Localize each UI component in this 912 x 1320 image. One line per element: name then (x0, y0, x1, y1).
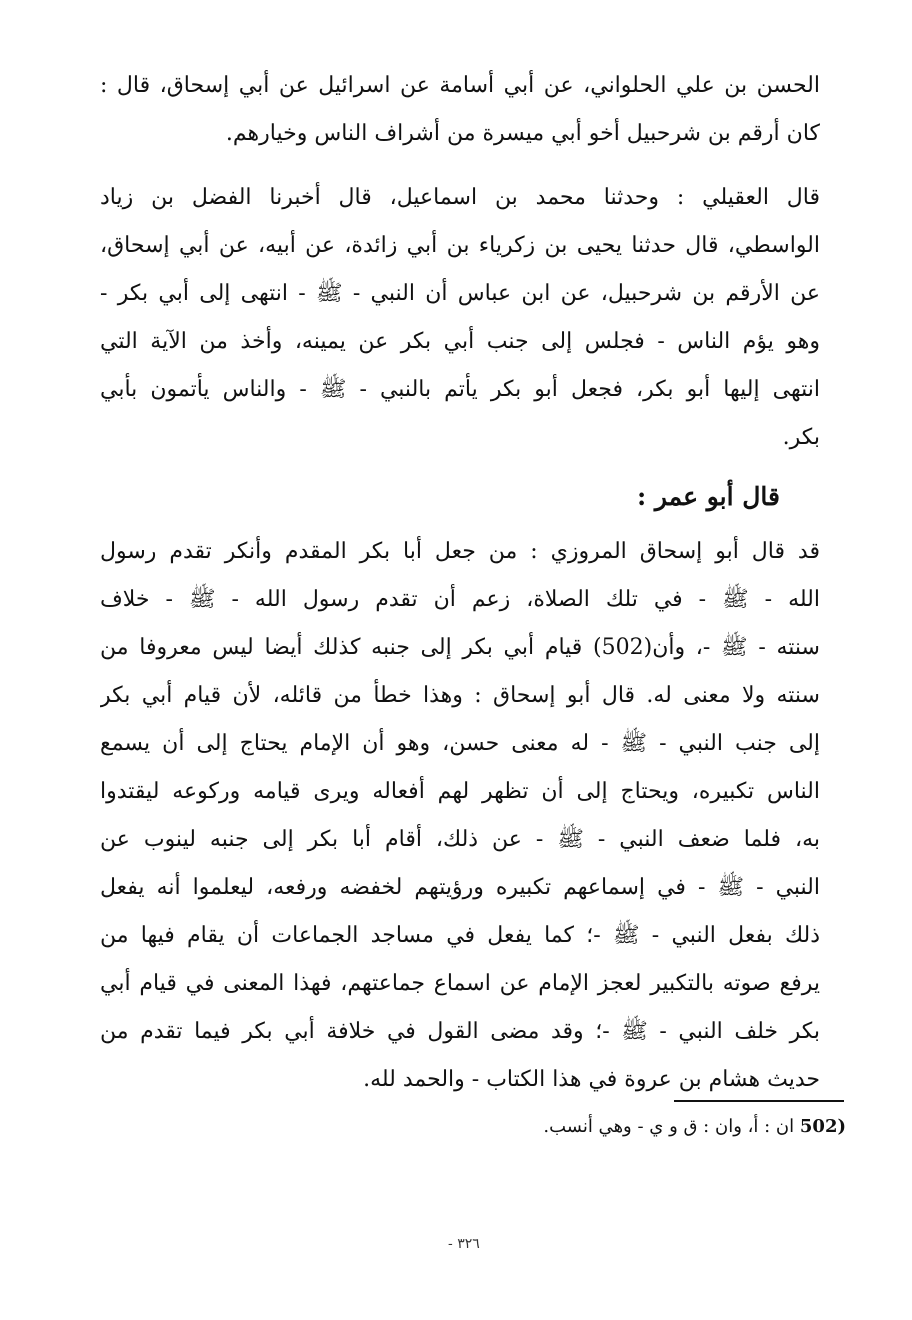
paragraph-3 (100, 528, 820, 1104)
text-line: الناس تكبيره، ويحتاج إلى أن تظهر لهم أفعاله ويرى قيامه وركوعه ليقتدوا (100, 779, 820, 804)
page-number: - ٣٢٦ (448, 1236, 480, 1252)
text-line: إلى جنب النبي - ﷺ - له معنى حسن، وهو أن الإمام يحتاج إلى أن يسمع (100, 731, 820, 756)
paragraph-2 (100, 174, 820, 462)
footnote (543, 1112, 846, 1142)
text-line: بكر خلف النبي - ﷺ -؛ وقد مضى القول في خلافة أبي بكر فيما تقدم من (100, 1019, 820, 1044)
text-line: عن الأرقم بن شرحبيل، عن ابن عباس أن النبي - ﷺ - انتهى إلى أبي بكر - (100, 281, 820, 306)
text-line: قال العقيلي : وحدثنا محمد بن اسماعيل، قال أخبرنا الفضل بن زياد (100, 185, 820, 210)
text-line: سنته ولا معنى له. قال أبو إسحاق : وهذا خطأ من قائله، لأن قيام أبي بكر (100, 683, 820, 708)
text-line: كان أرقم بن شرحبيل أخو أبي ميسرة من أشراف الناس وخيارهم. (225, 121, 820, 146)
text-line: حديث هشام بن عروة في هذا الكتاب - والحمد لله. (363, 1067, 820, 1092)
text-line: الواسطي، قال حدثنا يحيى بن زكرياء بن أبي زائدة، عن أبيه، عن أبي إسحاق، (100, 233, 820, 258)
footnote-divider (674, 1100, 844, 1102)
paragraph-1 (100, 62, 820, 158)
text-line: الله - ﷺ - في تلك الصلاة، زعم أن تقدم رسول الله - ﷺ - خلاف (100, 587, 820, 612)
text-line: النبي - ﷺ - في إسماعهم تكبيره ورؤيتهم لخفضه ورفعه، ليعلموا أنه يفعل (100, 875, 820, 900)
text-line: قد قال أبو إسحاق المروزي : من جعل أبا بكر المقدم وأنكر تقدم رسول (100, 539, 820, 564)
text-line: سنته - ﷺ -، وأن(502) قيام أبي بكر إلى جنبه كذلك أيضا ليس معروفا من (100, 635, 820, 660)
footnote-number: (502 (799, 1116, 846, 1137)
text-line: به، فلما ضعف النبي - ﷺ - عن ذلك، أقام أبا بكر إلى جنبه لينوب عن (100, 827, 820, 852)
text-line: الحسن بن علي الحلواني، عن أبي أسامة عن اسرائيل عن أبي إسحاق، قال : (100, 73, 820, 98)
footnote-text: ان : أ، وان : ق و ي - وهي أنسب. (543, 1116, 795, 1137)
text-line: انتهى إليها أبو بكر، فجعل أبو بكر يأتم بالنبي - ﷺ - والناس يأتمون بأبي (100, 377, 820, 402)
section-heading: قال أبو عمر : (636, 482, 780, 511)
text-line: وهو يؤم الناس - فجلس إلى جنب أبي بكر عن يمينه، وأخذ من الآية التي (100, 329, 820, 354)
text-line: يرفع صوته بالتكبير لعجز الإمام عن اسماع جماعتهم، فهذا المعنى في قيام أبي (100, 971, 820, 996)
text-line: بكر. (782, 425, 820, 450)
text-line: ذلك بفعل النبي - ﷺ -؛ كما يفعل في مساجد الجماعات أن يقام فيها من (100, 923, 820, 948)
